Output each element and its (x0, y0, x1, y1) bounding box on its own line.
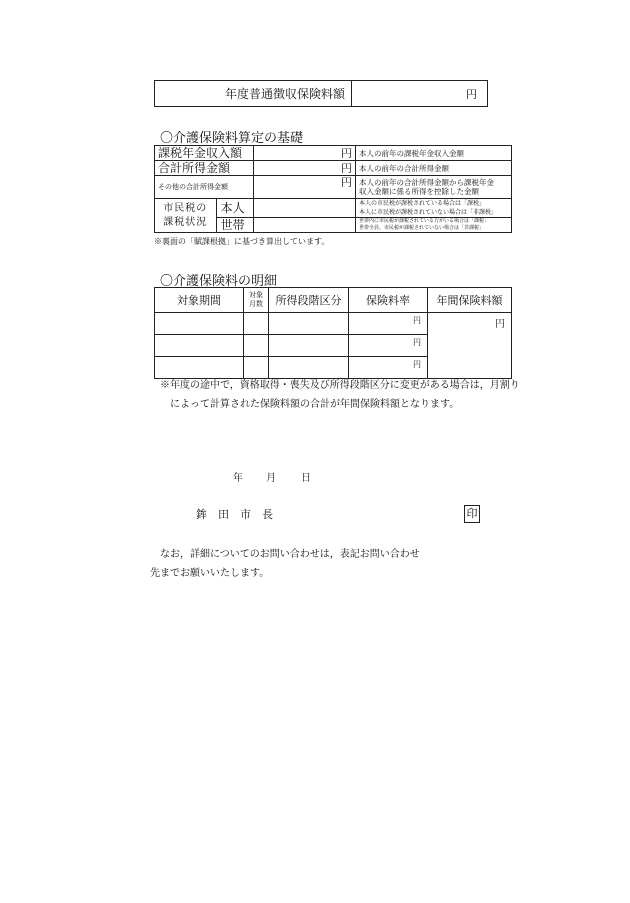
table-row (155, 313, 512, 335)
other-income-desc-line-1: 本人の前年の合計所得金額から課税年金 (359, 178, 494, 187)
total-income-desc: 本人の前年の合計所得金額 (356, 161, 512, 176)
basis-row-pension (155, 146, 512, 161)
tax-household-desc-line-1: 世帯内に市民税が課税されている方がいる場合は「課税」 (359, 218, 490, 224)
period-cell (155, 335, 244, 357)
header-annual: 年間保険料額 (428, 288, 512, 313)
tax-self-desc (356, 199, 512, 218)
tax-status-label-line-1: 市民税の (163, 202, 208, 214)
other-income-label: その他の合計所得金額 (155, 176, 254, 199)
basis-heading: 〇介護保険料算定の基礎 (160, 131, 304, 146)
closing-line-1: なお，詳細についてのお問い合わせは，表記お問い合わせ (160, 549, 420, 560)
tax-status-label-line-2: 課税状況 (163, 216, 208, 228)
pension-income-yen: 円 (254, 146, 356, 161)
rate-cell: 円 (349, 335, 428, 357)
header-bracket: 所得段階区分 (269, 288, 349, 313)
other-income-desc-line-2: 収入金額に係る所得を控除した金額 (359, 187, 479, 196)
other-income-yen: 円 (254, 176, 356, 199)
header-period: 対象期間 (155, 288, 244, 313)
header-months-line-1: 対象 (249, 291, 263, 299)
annual-premium-value: 円 (352, 81, 488, 107)
basis-table (154, 145, 512, 233)
tax-household-desc (356, 218, 512, 233)
basis-row-total-income (155, 161, 512, 176)
closing-line-2: 先までお願いいたします。 (150, 568, 270, 579)
header-months (244, 288, 269, 313)
tax-self-desc-line-2: 本人に市民税が課税されていない場合は「非課税」 (359, 209, 498, 216)
mayor-title: 鉾 田 市 長 (196, 508, 273, 521)
rate-cell: 円 (349, 313, 428, 335)
basis-row-tax-self (155, 199, 512, 218)
date-year: 年 (233, 473, 243, 484)
bracket-cell (269, 335, 349, 357)
annual-premium-label: 年度普通徴収保険料額 (155, 81, 352, 107)
tax-self-desc-line-1: 本人の市民税が課税されている場合は「課税」 (359, 200, 486, 207)
detail-note-line-1: ※年度の途中で，資格取得・喪失及び所得段階区分に変更がある場合は，月割り (160, 380, 520, 391)
total-income-yen: 円 (254, 161, 356, 176)
detail-heading: 〇介護保険料の明細 (160, 274, 278, 289)
tax-self-value (254, 199, 356, 218)
pension-income-desc: 本人の前年の課税年金収入金額 (356, 146, 512, 161)
detail-note-line-2: によって計算された保険料額の合計が年間保険料額となります。 (170, 399, 460, 410)
seal-stamp: 印 (464, 505, 480, 523)
basis-note: ※裏面の「賦課根拠」に基づき算出しています。 (154, 237, 330, 246)
pension-income-label: 課税年金収入額 (155, 146, 254, 161)
tax-household-label: 世帯 (216, 218, 253, 233)
detail-header-row (155, 288, 512, 313)
premium-detail-table (154, 287, 512, 379)
period-cell (155, 313, 244, 335)
tax-household-value (254, 218, 356, 233)
header-months-line-2: 月数 (249, 300, 263, 308)
tax-self-label: 本人 (216, 199, 253, 218)
basis-row-other-income (155, 176, 512, 199)
header-rate: 保険料率 (349, 288, 428, 313)
annual-premium-box (154, 80, 488, 107)
annual-premium-cell: 円 (428, 313, 512, 379)
date-day: 日 (301, 473, 311, 484)
total-income-label: 合計所得金額 (155, 161, 254, 176)
months-cell (244, 335, 269, 357)
tax-household-desc-line-2: 世帯全員、市民税が課税されていない場合は「非課税」 (359, 225, 485, 231)
months-cell (244, 313, 269, 335)
other-income-desc (356, 176, 512, 199)
bracket-cell (269, 313, 349, 335)
tax-status-label (155, 199, 217, 233)
rate-cell: 円 (349, 357, 428, 379)
date-month: 月 (266, 473, 276, 484)
